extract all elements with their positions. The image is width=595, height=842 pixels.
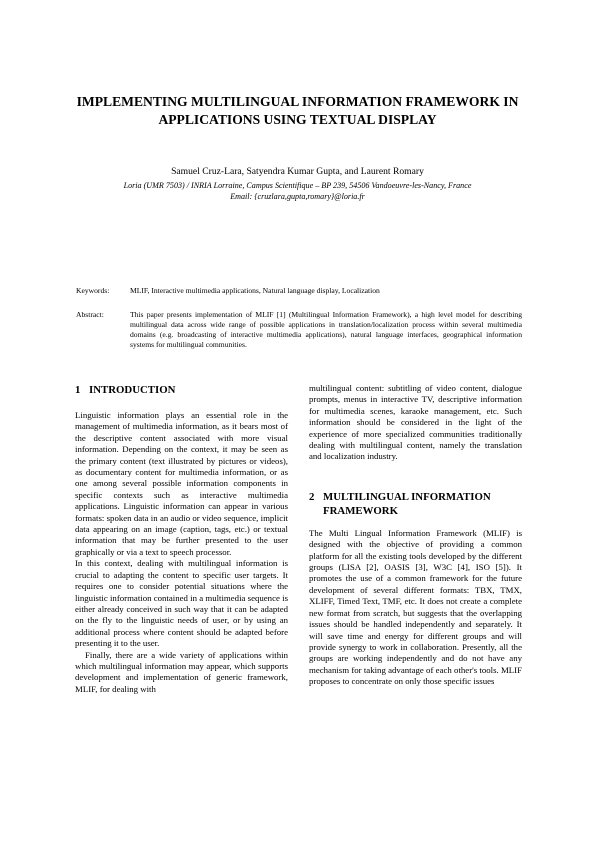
keywords-label: Keywords: [76,286,110,295]
intro-paragraph-1: Linguistic information plays an essential role in the management of multimedia information, as it bears most of the descriptive content associated with more visual information. Depending on the context, it may be seen as the primary content (text illustrated by pictures or videos), as documentary content for multimedia information, or as one among several possible information components in specific contexts such as interactive multimedia applications. Linguistic information can appear in various formats: spoken data in an audio or video sequence, implicit data appearing on an image (caption, tags, etc.) or textual information that may be further presented to the user graphically or via a text to speech processor. [75,410,288,557]
email-line: Email: {cruzlara,gupta,romary}@loria.fr [230,192,365,201]
affiliation: Loria (UMR 7503) / INRIA Lorraine, Campus Scientifique – BP 239, 54506 Vandoeuvre-les-Nancy, France [123,181,472,190]
intro-paragraph-2: In this context, dealing with multilingual information is crucial to adapting the content to specific user targets. It requires one to consider potential situations where the linguistic information contained in a multimedia sequence is either already conceived in such way that it can be adapted on the fly to the linguistic needs of user, or by using an additional process where content should be adapted before presenting it to the user. [75,558,288,649]
intro-paragraph-3-continued: multilingual content: subtitling of video content, dialogue prompts, menus in interactive TV, descriptive information for multimedia scenes, karaoke management, etc. Such information should be considered in the light of the experience of more specialized communities traditionally dealing with multilingual content, namely the translation and localization industry. [309,383,522,462]
author-list: Samuel Cruz-Lara, Satyendra Kumar Gupta, and Laurent Romary [171,166,424,177]
intro-paragraph-3: Finally, there are a wide variety of applications within which multilingual information may appear, which supports development and implementation of generic framework, MLIF, for dealing with [75,649,288,694]
mlif-paragraph-1: The Multi Lingual Information Framework (MLIF) is designed with the objective of providing a common platform for all the existing tools developed by the different groups (LISA [2], OASIS [3], W3C [4], ISO [5]). It promotes the use of a common framework for the future development of several different formats: TBX, TMX, XLIFF, Timed Text, TMF, etc. It does not create a complete new format from scratch, but suggests that the overlapping issues should be handled independently and separately. It will save time and energy for different groups and will provide synergy to work in collaboration. Presently, all the groups are working independently and do not have any mechanism for taking advantage of each other's tools. MLIF proposes to concentrate on only those specific issues [309,527,522,687]
section-number: 1 [75,384,81,396]
section-number: 2 [309,490,315,503]
section-heading-introduction [75,383,288,397]
left-column [75,383,288,695]
keywords-text: MLIF, Interactive multimedia applications, Natural language display, Localization [130,286,380,295]
abstract-label: Abstract: [76,310,104,319]
paper-title: IMPLEMENTING MULTILINGUAL INFORMATION FRAMEWORK IN APPLICATIONS USING TEXTUAL DISPLAY [76,94,519,127]
abstract-text: This paper presents implementation of MLIF [1] (Multilingual Information Framework), a high level model for describing multilingual data across wide range of possible applications in translation/localization process within several multimedia domains (e.g. broadcasting of interactive multimedia applications), natural language interfaces, geographical information systems for multilingual communities. [130,310,522,349]
right-column [309,383,522,688]
section-heading-mlif [309,490,522,518]
section-title: MULTILINGUAL INFORMATION FRAMEWORK [323,490,491,517]
section-title: INTRODUCTION [89,384,176,396]
